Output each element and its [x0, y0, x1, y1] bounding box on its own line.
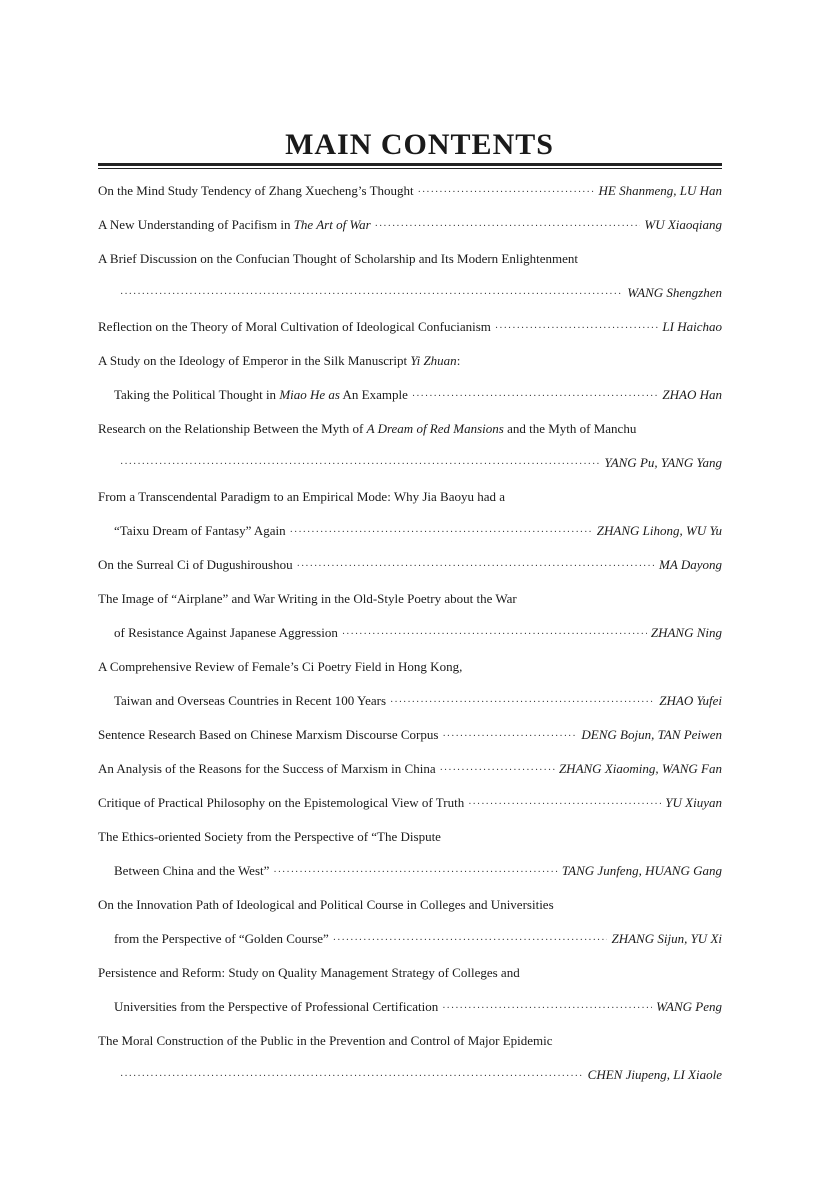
entry-title: A Brief Discussion on the Confucian Thought of Scholarship and Its Modern Enlightenment — [98, 251, 578, 266]
toc-entry-title-line[interactable] — [98, 486, 722, 508]
entry-author: MA Dayong — [659, 557, 722, 572]
entry-title: Sentence Research Based on Chinese Marxism Discourse Corpus — [98, 727, 439, 742]
entry-title: A New Understanding of Pacifism in The Art of War — [98, 217, 371, 232]
entry-subtitle: Taiwan and Overseas Countries in Recent 100 Years — [114, 693, 387, 708]
toc-entry[interactable] — [98, 792, 722, 814]
toc-entry-title-line[interactable] — [98, 1030, 722, 1052]
entry-author: HE Shanmeng, LU Han — [598, 183, 722, 198]
entry-author: YANG Pu, YANG Yang — [604, 455, 722, 470]
toc-entry[interactable] — [98, 180, 722, 202]
entry-title: On the Mind Study Tendency of Zhang Xuecheng’s Thought — [98, 183, 414, 198]
toc-entry[interactable] — [98, 758, 722, 780]
toc-entry-title-line[interactable] — [98, 656, 722, 678]
entry-title: The Ethics-oriented Society from the Perspective of “The Dispute — [98, 829, 441, 844]
entry-subtitle: of Resistance Against Japanese Aggression — [114, 625, 338, 640]
toc-entry-author-line[interactable] — [114, 860, 722, 882]
leader-dots — [342, 624, 647, 646]
title-rule-thick — [98, 163, 722, 166]
toc-entry-title-line[interactable] — [98, 350, 722, 372]
toc-entry-title-line[interactable] — [98, 962, 722, 984]
entry-title: The Image of “Airplane” and War Writing in the Old-Style Poetry about the War — [98, 591, 517, 606]
toc-entry-title-line[interactable] — [98, 418, 722, 440]
entry-author: LI Haichao — [662, 319, 722, 334]
leader-dots — [495, 318, 658, 340]
toc-entry-author-line[interactable] — [114, 996, 722, 1018]
leader-dots — [120, 1066, 584, 1088]
toc-entry-title-line[interactable] — [98, 248, 722, 270]
entry-author: WANG Shengzhen — [627, 285, 722, 300]
toc-entry-author-line[interactable] — [114, 690, 722, 712]
leader-dots — [442, 726, 577, 748]
entry-subtitle: from the Perspective of “Golden Course” — [114, 931, 329, 946]
entry-author: CHEN Jiupeng, LI Xiaole — [587, 1067, 722, 1082]
toc-entry[interactable] — [98, 214, 722, 236]
leader-dots — [440, 760, 555, 782]
toc-entry-title-line[interactable] — [98, 826, 722, 848]
toc-entry[interactable] — [98, 724, 722, 746]
entry-author: ZHANG Sijun, YU Xi — [611, 931, 722, 946]
entry-title: Critique of Practical Philosophy on the Epistemological View of Truth — [98, 795, 465, 810]
leader-dots — [297, 556, 655, 578]
toc-entry-author-line[interactable] — [114, 928, 722, 950]
entry-author: ZHANG Lihong, WU Yu — [596, 523, 722, 538]
entry-author: ZHAO Han — [662, 387, 722, 402]
entry-title: On the Surreal Ci of Dugushiroushou — [98, 557, 293, 572]
entry-author: TANG Junfeng, HUANG Gang — [561, 863, 722, 878]
leader-dots — [120, 454, 600, 476]
entry-author: WANG Peng — [656, 999, 722, 1014]
entry-title: The Moral Construction of the Public in the Prevention and Control of Major Epidemic — [98, 1033, 553, 1048]
entry-title: A Comprehensive Review of Female’s Ci Poetry Field in Hong Kong, — [98, 659, 463, 674]
entry-author: ZHANG Ning — [650, 625, 722, 640]
leader-dots — [290, 522, 593, 544]
entry-title: A Study on the Ideology of Emperor in the Silk Manuscript Yi Zhuan: — [98, 353, 461, 368]
leader-dots — [468, 794, 661, 816]
leader-dots — [375, 216, 641, 238]
entry-author: DENG Bojun, TAN Peiwen — [581, 727, 722, 742]
toc-entry-author-line[interactable] — [120, 282, 722, 304]
page-title: MAIN CONTENTS — [285, 128, 554, 161]
toc-entry[interactable] — [98, 316, 722, 338]
entry-title: From a Transcendental Paradigm to an Empirical Mode: Why Jia Baoyu had a — [98, 489, 506, 504]
entry-subtitle: Taking the Political Thought in Miao He as An Example — [114, 387, 408, 402]
entry-title: Persistence and Reform: Study on Quality Management Strategy of Colleges and — [98, 965, 520, 980]
entry-author: ZHAO Yufei — [659, 693, 722, 708]
entry-author: YU Xiuyan — [665, 795, 722, 810]
toc-entry[interactable] — [98, 554, 722, 576]
title-rule-thin — [98, 168, 722, 169]
entry-subtitle: “Taixu Dream of Fantasy” Again — [114, 523, 286, 538]
toc-entry-author-line[interactable] — [114, 520, 722, 542]
toc-entry-author-line[interactable] — [120, 452, 722, 474]
leader-dots — [333, 930, 608, 952]
entry-subtitle: Universities from the Perspective of Professional Certification — [114, 999, 439, 1014]
entry-title: Reflection on the Theory of Moral Cultivation of Ideological Confucianism — [98, 319, 491, 334]
entry-author: ZHANG Xiaoming, WANG Fan — [558, 761, 722, 776]
entry-author: WU Xiaoqiang — [644, 217, 722, 232]
leader-dots — [273, 862, 558, 884]
leader-dots — [418, 182, 595, 204]
entry-subtitle: Between China and the West” — [114, 863, 270, 878]
leader-dots — [442, 998, 652, 1020]
entry-title: Research on the Relationship Between the Myth of A Dream of Red Mansions and the Myth of Manchu — [98, 421, 637, 436]
leader-dots — [390, 692, 655, 714]
toc-entry-author-line[interactable] — [114, 622, 722, 644]
toc-entry-title-line[interactable] — [98, 588, 722, 610]
entry-title: On the Innovation Path of Ideological and Political Course in Colleges and Universities — [98, 897, 554, 912]
toc-entry-title-line[interactable] — [98, 894, 722, 916]
leader-dots — [120, 284, 623, 306]
toc-entry-author-line[interactable] — [114, 384, 722, 406]
leader-dots — [412, 386, 659, 408]
toc-entry-author-line[interactable] — [120, 1064, 722, 1086]
entry-title: An Analysis of the Reasons for the Success of Marxism in China — [98, 761, 436, 776]
